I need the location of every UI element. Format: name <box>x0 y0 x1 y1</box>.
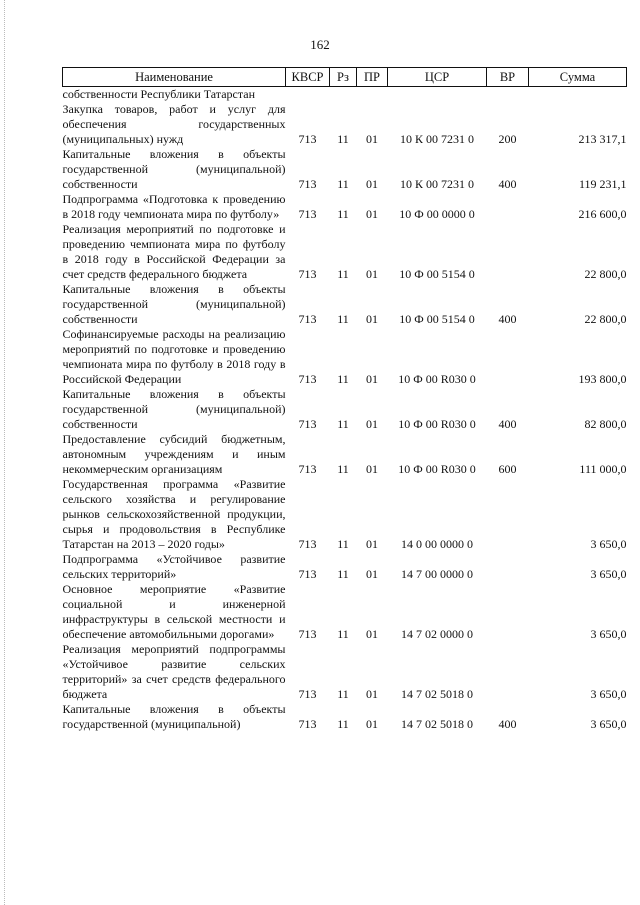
cell-sum: 22 800,0 <box>584 312 627 326</box>
cell-rz: 11 <box>337 462 349 476</box>
cell-csr: 10 Ф 00 R030 0 <box>398 417 476 431</box>
cell-vr <box>487 327 529 387</box>
table-row <box>63 102 627 147</box>
cell-sum: 22 800,0 <box>584 267 627 281</box>
table-row <box>63 147 627 192</box>
cell-csr: 14 7 02 0000 0 <box>401 627 473 641</box>
cell-kvsr: 713 <box>298 177 317 191</box>
cell-kvsr: 713 <box>298 417 317 431</box>
header-csr: ЦСР <box>388 68 487 87</box>
cell-kvsr: 713 <box>298 312 317 326</box>
cell-rz: 11 <box>337 417 349 431</box>
cell-vr: 600 <box>498 462 517 476</box>
cell-csr: 10 Ф 00 R030 0 <box>398 372 476 386</box>
cell-name: собственности Республики Татарстан <box>62 87 255 101</box>
table-row <box>63 477 627 552</box>
cell-name: Государственная программа «Развитие сельского хозяйства и регулирование рынков сельскохозяйственной продукции, сырья и продовольствия в Республике Татарстан на 2013 – 2020 годы» <box>62 477 286 551</box>
budget-table <box>62 67 627 732</box>
cell-rz: 11 <box>337 312 349 326</box>
cell-rz: 11 <box>337 177 349 191</box>
cell-pr <box>357 87 388 103</box>
cell-sum: 3 650,0 <box>590 687 627 701</box>
cell-kvsr: 713 <box>298 267 317 281</box>
cell-rz: 11 <box>337 687 349 701</box>
cell-sum <box>529 87 627 103</box>
cell-csr: 10 Ф 00 R030 0 <box>398 462 476 476</box>
cell-name: Капитальные вложения в объекты государственной (муниципальной) собственности <box>62 147 286 191</box>
cell-csr: 10 Ф 00 5154 0 <box>399 312 475 326</box>
cell-pr: 01 <box>366 567 378 581</box>
cell-vr: 400 <box>498 177 517 191</box>
table-row <box>63 642 627 702</box>
cell-sum: 3 650,0 <box>590 537 627 551</box>
table-row <box>63 87 627 103</box>
cell-vr <box>487 87 529 103</box>
cell-sum: 3 650,0 <box>590 627 627 641</box>
cell-sum: 111 000,0 <box>579 462 627 476</box>
cell-name: Реализация мероприятий по подготовке и проведению чемпионата мира по футболу в 2018 году в Российской Федерации за счет средств федерального бюджета <box>62 222 286 281</box>
table-row <box>63 432 627 477</box>
cell-sum: 3 650,0 <box>590 717 627 731</box>
cell-kvsr: 713 <box>298 567 317 581</box>
cell-pr: 01 <box>366 312 378 326</box>
page-number: 162 <box>310 37 330 52</box>
cell-kvsr: 713 <box>298 717 317 731</box>
table-row <box>63 327 627 387</box>
cell-kvsr <box>286 87 330 103</box>
cell-csr: 14 7 02 5018 0 <box>401 687 473 701</box>
cell-csr: 14 0 00 0000 0 <box>401 537 473 551</box>
cell-sum: 82 800,0 <box>584 417 627 431</box>
cell-rz: 11 <box>337 132 349 146</box>
cell-pr: 01 <box>366 537 378 551</box>
header-kvsr: КВСР <box>286 68 330 87</box>
cell-name: Основное мероприятие «Развитие социальной и инженерной инфраструктуры в сельской местности и обеспечение автомобильными дорогами» <box>62 582 286 641</box>
cell-name: Подпрограмма «Устойчивое развитие сельских территорий» <box>62 552 286 581</box>
cell-kvsr: 713 <box>298 207 317 221</box>
cell-pr: 01 <box>366 417 378 431</box>
cell-pr: 01 <box>366 717 378 731</box>
cell-pr: 01 <box>366 132 378 146</box>
cell-rz <box>330 87 357 103</box>
cell-vr: 400 <box>498 417 517 431</box>
table-row <box>63 702 627 732</box>
cell-kvsr: 713 <box>298 462 317 476</box>
cell-sum: 213 317,1 <box>578 132 627 146</box>
cell-pr: 01 <box>366 177 378 191</box>
cell-pr: 01 <box>366 372 378 386</box>
cell-vr <box>487 552 529 582</box>
cell-name: Софинансируемые расходы на реализацию мероприятий по подготовке и проведению чемпионата мира по футболу в 2018 году в Российской Федерации <box>62 327 286 386</box>
cell-csr: 14 7 02 5018 0 <box>401 717 473 731</box>
table-row <box>63 222 627 282</box>
cell-name: Предоставление субсидий бюджетным, автономным учреждениям и иным некоммерческим организациям <box>62 432 286 476</box>
cell-kvsr: 713 <box>298 537 317 551</box>
cell-rz: 11 <box>337 207 349 221</box>
cell-vr <box>487 642 529 702</box>
cell-pr: 01 <box>366 627 378 641</box>
cell-name: Капитальные вложения в объекты государственной (муниципальной) собственности <box>62 282 286 326</box>
cell-csr: 14 7 00 0000 0 <box>401 567 473 581</box>
cell-pr: 01 <box>366 207 378 221</box>
cell-rz: 11 <box>337 717 349 731</box>
cell-rz: 11 <box>337 537 349 551</box>
table-row <box>63 282 627 327</box>
cell-pr: 01 <box>366 267 378 281</box>
cell-csr: 10 Ф 00 0000 0 <box>399 207 475 221</box>
cell-vr: 200 <box>498 132 517 146</box>
cell-kvsr: 713 <box>298 687 317 701</box>
cell-rz: 11 <box>337 372 349 386</box>
header-pr: ПР <box>357 68 388 87</box>
table-row <box>63 552 627 582</box>
cell-csr: 10 Ф 00 5154 0 <box>399 267 475 281</box>
cell-csr: 10 К 00 7231 0 <box>399 132 474 146</box>
cell-rz: 11 <box>337 267 349 281</box>
header-sum: Сумма <box>529 68 627 87</box>
cell-sum: 216 600,0 <box>578 207 627 221</box>
cell-vr: 400 <box>498 717 517 731</box>
cell-vr <box>487 477 529 552</box>
cell-kvsr: 713 <box>298 372 317 386</box>
table-header-row <box>63 68 627 87</box>
cell-sum: 193 800,0 <box>578 372 627 386</box>
header-rz: Рз <box>330 68 357 87</box>
cell-rz: 11 <box>337 627 349 641</box>
cell-kvsr: 713 <box>298 132 317 146</box>
cell-vr <box>487 222 529 282</box>
table-row <box>63 192 627 222</box>
scan-edge-line <box>4 0 5 905</box>
cell-csr <box>388 87 487 103</box>
cell-name: Реализация мероприятий подпрограммы «Устойчивое развитие сельских территорий» за счет средств федерального бюджета <box>62 642 286 701</box>
cell-sum: 119 231,1 <box>578 177 627 191</box>
table-row <box>63 582 627 642</box>
cell-kvsr: 713 <box>298 627 317 641</box>
cell-csr: 10 К 00 7231 0 <box>399 177 474 191</box>
cell-name: Капитальные вложения в объекты государственной (муниципальной) <box>62 702 286 731</box>
cell-name: Закупка товаров, работ и услуг для обеспечения государственных (муниципальных) нужд <box>62 102 286 146</box>
cell-vr <box>487 582 529 642</box>
cell-vr: 400 <box>498 312 517 326</box>
cell-name: Капитальные вложения в объекты государственной (муниципальной) собственности <box>62 387 286 431</box>
cell-pr: 01 <box>366 687 378 701</box>
header-name: Наименование <box>63 68 286 87</box>
table-row <box>63 387 627 432</box>
cell-sum: 3 650,0 <box>590 567 627 581</box>
cell-pr: 01 <box>366 462 378 476</box>
header-vr: ВР <box>487 68 529 87</box>
cell-vr <box>487 192 529 222</box>
cell-rz: 11 <box>337 567 349 581</box>
cell-name: Подпрограмма «Подготовка к проведению в 2018 году чемпионата мира по футболу» <box>62 192 286 221</box>
